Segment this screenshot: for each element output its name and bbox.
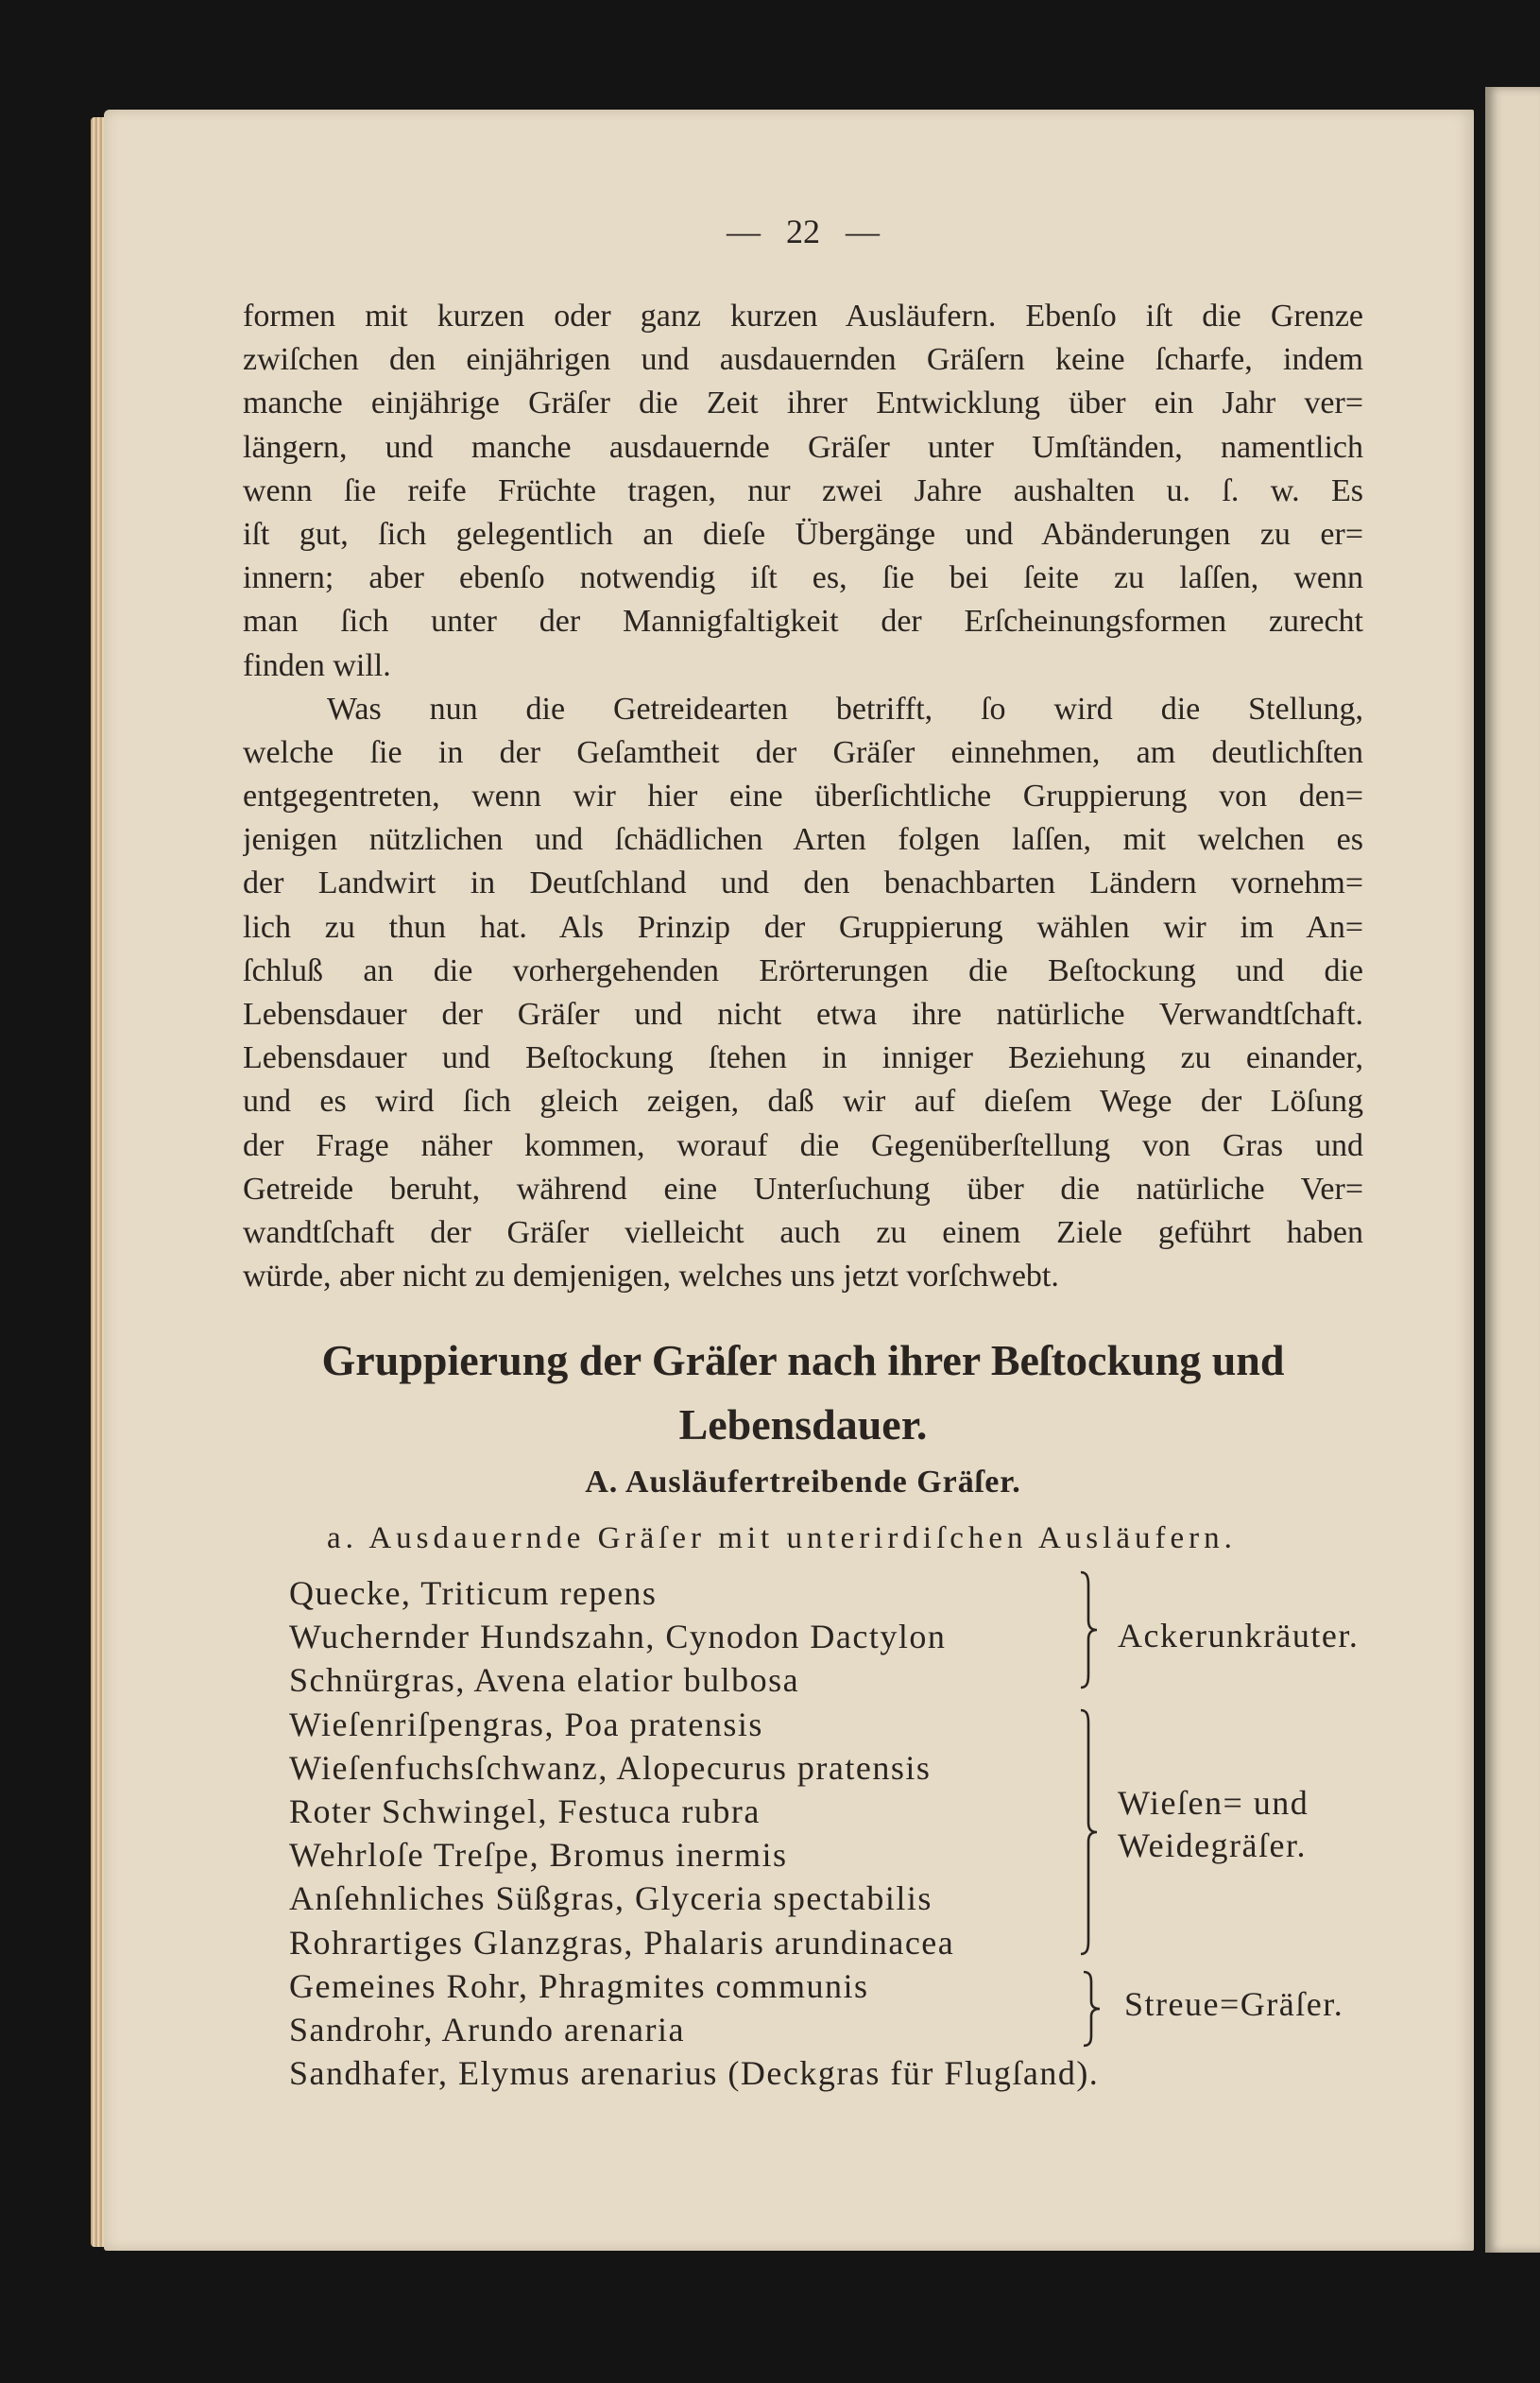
brace-icon [1077, 1570, 1100, 1689]
list-item: Gemeines Rohr, Phragmites communis [289, 1966, 869, 2005]
section-heading: Lebensdauer. [678, 1400, 928, 1449]
list-item: Rohrartiges Glanzgras, Phalaris arundinacea [289, 1923, 955, 1962]
text-line: Lebensdauer und Beſtockung ſtehen in inniger Beziehung zu einander, [243, 1040, 1363, 1076]
group-label: Weidegräſer. [1118, 1826, 1308, 1864]
text-line: entgegentreten, wenn wir hier eine überſichtliche Gruppierung von den= [243, 779, 1363, 814]
list-item: Schnürgras, Avena elatior bulbosa [289, 1661, 800, 1700]
list-item: Wuchernder Hundszahn, Cynodon Dactylon [289, 1618, 947, 1656]
text-line: der Landwirt in Deutſchland und den benachbarten Ländern vornehm= [243, 866, 1363, 901]
text-line: manche einjährige Gräſer die Zeit ihrer Entwicklung über ein Jahr ver= [243, 386, 1363, 421]
list-item: Wieſenriſpengras, Poa pratensis [289, 1705, 763, 1743]
list-item: Wehrloſe Treſpe, Bromus inermis [289, 1836, 788, 1875]
list-item: Anſehnliches Süßgras, Glyceria spectabilis [289, 1879, 933, 1918]
text-line: Lebensdauer der Gräſer und nicht etwa ihre natürliche Verwandtſchaft. [243, 997, 1363, 1032]
text-line: finden will. [243, 647, 391, 683]
text-line: formen mit kurzen oder ganz kurzen Ausläufern. Ebenſo iſt die Grenze [243, 299, 1363, 334]
adjacent-page [1485, 87, 1540, 2253]
text-line: innern; aber ebenſo notwendig iſt es, ſie bei ſeite zu laſſen, wenn [243, 560, 1363, 596]
list-item: Roter Schwingel, Festuca rubra [289, 1792, 761, 1830]
list-item: Sandrohr, Arundo arenaria [289, 2010, 685, 2049]
text-line: der Frage näher kommen, worauf die Gegenüberſtellung von Gras und [243, 1127, 1363, 1163]
text-line: würde, aber nicht zu demjenigen, welches uns jetzt vorſchwebt. [243, 1259, 1059, 1294]
group-label: Wieſen= und [1118, 1784, 1309, 1822]
page-number: — 22 — [727, 213, 880, 250]
text-line: jenigen nützlichen und ſchädlichen Arten folgen laſſen, mit welchen es [243, 822, 1363, 858]
page [104, 110, 1474, 2251]
subheading: A. Ausläufertreibende Gräſer. [585, 1465, 1021, 1500]
text-line: wenn ſie reife Früchte tragen, nur zwei Jahre aushalten u. ſ. w. Es [243, 472, 1363, 508]
list-item: Sandhafer, Elymus arenarius (Deckgras für Flugſand). [289, 2054, 1100, 2093]
text-line: ſchluß an die vorhergehenden Erörterungen die Beſtockung und die [243, 952, 1363, 988]
text-line: iſt gut, ſich gelegentlich an dieſe Übergänge und Abänderungen zu er= [243, 516, 1363, 552]
body-text [243, 295, 1363, 1298]
text-line: wandtſchaft der Gräſer vielleicht auch zu einem Ziele geführt haben [243, 1214, 1363, 1250]
group-label: Streue=Gräſer. [1124, 1985, 1344, 2023]
text-line: zwiſchen den einjährigen und ausdauernden Gräſern keine ſcharfe, indem [243, 342, 1363, 378]
group-label: Ackerunkräuter. [1118, 1617, 1360, 1654]
text-line: längern, und manche ausdauernde Gräſer unter Umſtänden, namentlich [243, 429, 1363, 465]
text-line: und es wird ſich gleich zeigen, daß wir auf dieſem Wege der Löſung [243, 1084, 1363, 1120]
text-line: welche ſie in der Geſamtheit der Gräſer einnehmen, am deutlichſten [243, 734, 1363, 770]
subsection-title: a. Ausdauernde Gräſer mit unterirdiſchen Ausläufern. [327, 1521, 1237, 1555]
brace-icon [1077, 1708, 1100, 1956]
list-item: Quecke, Triticum repens [289, 1574, 658, 1612]
brace-icon [1080, 1970, 1103, 2048]
species-list [289, 1571, 1099, 2095]
text-line: Getreide beruht, während eine Unterſuchung über die natürliche Ver= [243, 1171, 1363, 1207]
list-item: Wieſenfuchsſchwanz, Alopecurus pratensis [289, 1748, 932, 1787]
text-line: lich zu thun hat. Als Prinzip der Gruppierung wählen wir im An= [243, 909, 1363, 945]
text-line: man ſich unter der Mannigfaltigkeit der Erſcheinungsformen zurecht [243, 604, 1363, 640]
text-line: Was nun die Getreidearten betrifft, ſo wird die Stellung, [327, 691, 1363, 727]
section-heading: Gruppierung der Gräſer nach ihrer Beſtockung und [321, 1336, 1285, 1384]
